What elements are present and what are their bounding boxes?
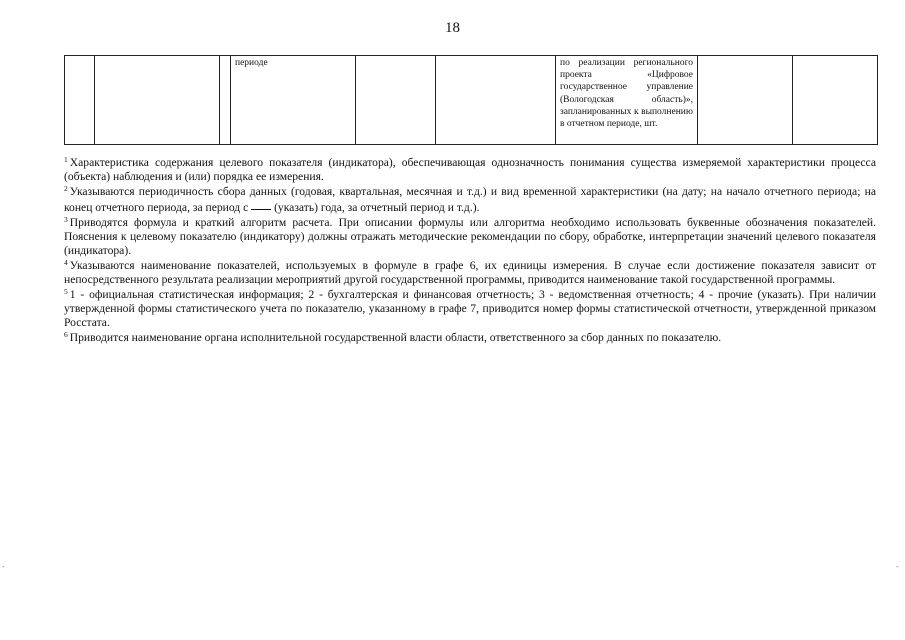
table-cell-period: периоде xyxy=(231,56,356,145)
footnote-marker: 3 xyxy=(64,214,68,224)
footnote-2 xyxy=(64,185,876,216)
footnote-6 xyxy=(64,331,876,345)
table-cell-description: по реализации регионального проекта «Цифровое государственное управление (Вологодская область)», запланированных к выполнению в отчетном периоде, шт. xyxy=(556,56,698,145)
table-cell-8 xyxy=(698,56,793,145)
footnote-text: Характеристика содержания целевого показателя (индикатора), обеспечивающая однозначность понимания существа измеряемой характеристики процесса (объекта) наблюдения и (или) порядка ее измерения. xyxy=(64,156,876,184)
footnote-text: Указываются периодичность сбора данных (годовая, квартальная, месячная и т.д.) и вид временной характеристики (на дату; на начало отчетного периода; на конец отчетного периода, за период с xyxy=(64,184,876,215)
footnote-text: Указываются наименование показателей, используемых в формуле в графе 6, их единицы измерения. В случае если достижение показателя зависит от непосредственного результата реализации мероприятий другой государственной программы, приводится наименование такой государственной программы. xyxy=(64,258,876,287)
footnote-1 xyxy=(64,156,876,185)
footnote-marker: 1 xyxy=(64,155,68,164)
footnote-marker: 2 xyxy=(64,183,68,193)
footnote-4 xyxy=(64,259,876,288)
table-cell-1 xyxy=(65,56,95,145)
footnote-marker: 5 xyxy=(64,286,68,296)
table-cell-2 xyxy=(95,56,220,145)
table-cell-9 xyxy=(793,56,878,145)
footnote-text: Приводятся формула и краткий алгоритм расчета. При описании формулы или алгоритма необходимо использовать буквенные обозначения показателей. Пояснения к целевому показателю (индикатору) должны отражать методические рекомендации по сбору, обработке, интерпретации значений целевого показателя (индикатора). xyxy=(64,215,876,258)
blank-line xyxy=(251,199,271,210)
footnote-3 xyxy=(64,216,876,259)
table-cell-3 xyxy=(220,56,231,145)
page-number: 18 xyxy=(445,20,460,36)
footnote-text: Приводится наименование органа исполнительной государственной власти области, ответственного за сбор данных по показателю. xyxy=(69,330,722,344)
indicator-table-fragment xyxy=(64,55,878,145)
footnote-text: 1 - официальная статистическая информация; 2 - бухгалтерская и финансовая отчетность; 3 - ведомственная отчетность; 4 - прочие (указать). При наличии утвержденной формы статистического учета по показателю, указанному в графе 7, приводится номер формы статистической отчетности, утвержденной приказом Росстата. xyxy=(64,287,876,330)
margin-mark-left: - xyxy=(2,562,5,571)
table-row xyxy=(65,56,878,145)
footnote-text-continued: (указать) года, за отчетный период и т.д.). xyxy=(274,201,480,215)
footnotes xyxy=(64,156,876,345)
footnote-marker: 4 xyxy=(64,257,68,267)
footnote-marker: 6 xyxy=(64,329,68,339)
table-cell-5 xyxy=(356,56,436,145)
table-cell-6 xyxy=(436,56,556,145)
footnote-5 xyxy=(64,288,876,331)
margin-mark-right: - xyxy=(896,562,899,571)
